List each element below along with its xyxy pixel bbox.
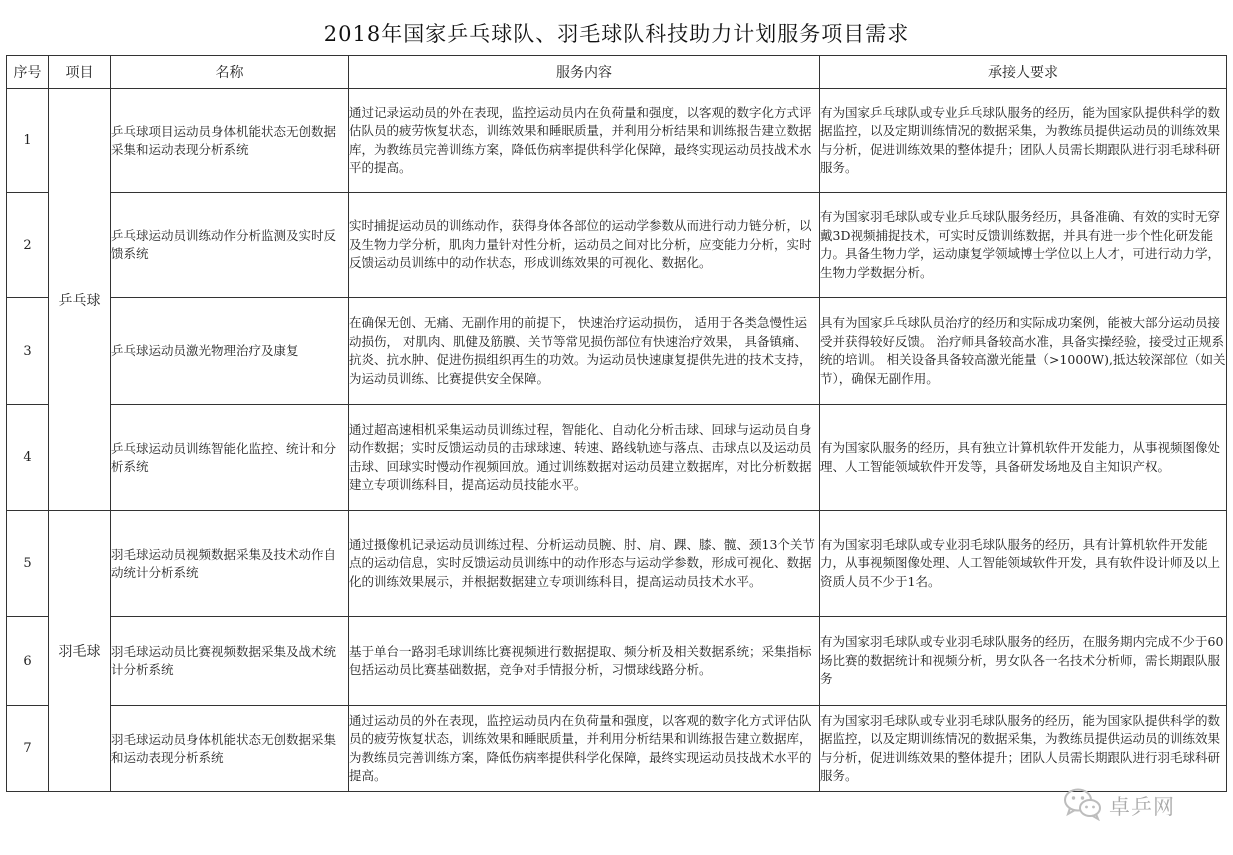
category-cell-pingpong: 乒乓球 [49, 89, 111, 511]
table-row [7, 617, 1227, 706]
row-name: 羽毛球运动员视频数据采集及技术动作自动统计分析系统 [111, 511, 349, 617]
category-cell-badminton: 羽毛球 [49, 511, 111, 792]
row-no: 4 [7, 405, 49, 511]
table-row [7, 298, 1227, 405]
table-row [7, 511, 1227, 617]
row-name: 乒乓球运动员训练智能化监控、统计和分析系统 [111, 405, 349, 511]
table-row [7, 193, 1227, 298]
header-content: 服务内容 [349, 56, 820, 89]
watermark-text: 卓乒网 [1109, 795, 1175, 819]
row-content: 通过记录运动员的外在表现，监控运动员内在负荷量和强度，以客观的数字化方式评估队员的疲劳恢复状态，训练效果和睡眠质量，并利用分析结果和训练报告建立数据库，为教练员完善训练方案，降低伤病率提供科学化保障，最终实现运动员技战术水平的提高。 [349, 89, 820, 193]
row-requirement: 有为国家羽毛球队或专业羽毛球队服务的经历，在服务期内完成不少于60场比赛的数据统计和视频分析，男女队各一名技术分析师，需长期跟队服务 [820, 617, 1227, 706]
table-header-row [7, 56, 1227, 89]
header-name: 名称 [111, 56, 349, 89]
row-content: 通过超高速相机采集运动员训练过程，智能化、自动化分析击球、回球与运动员自身动作数据；实时反馈运动员的击球球速、转速、路线轨迹与落点、击球点以及运动员击球、回球实时慢动作视频回放。通过训练数据对运动员建立数据库，对比分析数据建立专项训练科目，提高运动员技能水平。 [349, 405, 820, 511]
row-content: 通过运动员的外在表现，监控运动员内在负荷量和强度，以客观的数字化方式评估队员的疲劳恢复状态，训练效果和睡眠质量，并利用分析结果和训练报告建立数据库，为教练员完善训练方案，降低伤病率提供科学化保障，最终实现运动员技战术水平的提高。 [349, 706, 820, 792]
row-requirement: 有为国家羽毛球队或专业羽毛球队服务的经历，能为国家队提供科学的数据监控，以及定期训练情况的数据采集，为教练员提供运动员的训练效果与分析，促进训练效果的整体提升；团队人员需长期跟队进行羽毛球科研服务。 [820, 706, 1227, 792]
header-requirement: 承接人要求 [820, 56, 1227, 89]
header-no: 序号 [7, 56, 49, 89]
table-row [7, 706, 1227, 792]
row-name: 乒乓球运动员激光物理治疗及康复 [111, 298, 349, 405]
row-requirement: 有为国家羽毛球队或专业羽毛球队服务的经历，具有计算机软件开发能力，从事视频图像处理、人工智能领域软件开发，具有软件设计师及以上资质人员不少于1名。 [820, 511, 1227, 617]
row-content: 实时捕捉运动员的训练动作，获得身体各部位的运动学参数从而进行动力链分析，以及生物力学分析，肌肉力量针对性分析，运动员之间对比分析，应变能力分析，实时反馈运动员训练中的动作状态，形成训练效果的可视化、数据化。 [349, 193, 820, 298]
row-no: 6 [7, 617, 49, 706]
row-name: 乒乓球项目运动员身体机能状态无创数据采集和运动表现分析系统 [111, 89, 349, 193]
row-no: 3 [7, 298, 49, 405]
row-no: 2 [7, 193, 49, 298]
row-content: 在确保无创、无痛、无副作用的前提下， 快速治疗运动损伤， 适用于各类急慢性运动损伤， 对肌肉、肌健及筋膜、关节等常见损伤部位有快速治疗效果， 具备镇痛、抗炎、抗水肿、促进伤损组织再生的功效。为运动员快速康复提供先进的技术支持，为运动员训练、比赛提供安全保障。 [349, 298, 820, 405]
wechat-icon [1063, 787, 1103, 825]
row-requirement: 有为国家乒乓球队或专业乒乓球队服务的经历，能为国家队提供科学的数据监控，以及定期训练情况的数据采集，为教练员提供运动员的训练效果与分析，促进训练效果的整体提升；团队人员需长期跟队进行羽毛球科研服务。 [820, 89, 1227, 193]
requirements-table [6, 55, 1227, 792]
row-name: 羽毛球运动员比赛视频数据采集及战术统计分析系统 [111, 617, 349, 706]
row-requirement: 有为国家队服务的经历，具有独立计算机软件开发能力，从事视频图像处理、人工智能领域软件开发等，具备研发场地及自主知识产权。 [820, 405, 1227, 511]
row-no: 5 [7, 511, 49, 617]
row-requirement: 有为国家羽毛球队或专业乒乓球队服务经历，具备准确、有效的实时无穿戴3D视频捕捉技术，可实时反馈训练数据，并具有进一步个性化研发能力。具备生物力学，运动康复学领域博士学位以上人才，可进行动力学，生物力学数据分析。 [820, 193, 1227, 298]
page-title: 2018年国家乒乓球队、羽毛球队科技助力计划服务项目需求 [323, 22, 910, 46]
row-name: 羽毛球运动员身体机能状态无创数据采集和运动表现分析系统 [111, 706, 349, 792]
row-name: 乒乓球运动员训练动作分析监测及实时反馈系统 [111, 193, 349, 298]
header-category: 项目 [49, 56, 111, 89]
row-no: 7 [7, 706, 49, 792]
row-content: 基于单台一路羽毛球训练比赛视频进行数据提取、频分析及相关数据系统；采集指标包括运动员比赛基础数据，竞争对手情报分析，习惯球线路分析。 [349, 617, 820, 706]
row-content: 通过摄像机记录运动员训练过程、分析运动员腕、肘、肩、踝、膝、髋、颈13个关节点的运动信息，实时反馈运动员训练中的动作形态与运动学参数，形成可视化、数据化的训练效果展示，并根据数据建立专项训练科目，提高运动员技术水平。 [349, 511, 820, 617]
table-row [7, 405, 1227, 511]
watermark [1063, 786, 1175, 826]
table-row [7, 89, 1227, 193]
row-requirement: 具有为国家乒乓球队员治疗的经历和实际成功案例，能被大部分运动员接受并获得较好反馈。 治疗师具备较高水准，具备实操经验，接受过正规系统的培训。 相关设备具备较高激光能量（>1000W),抵达较深部位（如关节），确保无副作用。 [820, 298, 1227, 405]
row-no: 1 [7, 89, 49, 193]
